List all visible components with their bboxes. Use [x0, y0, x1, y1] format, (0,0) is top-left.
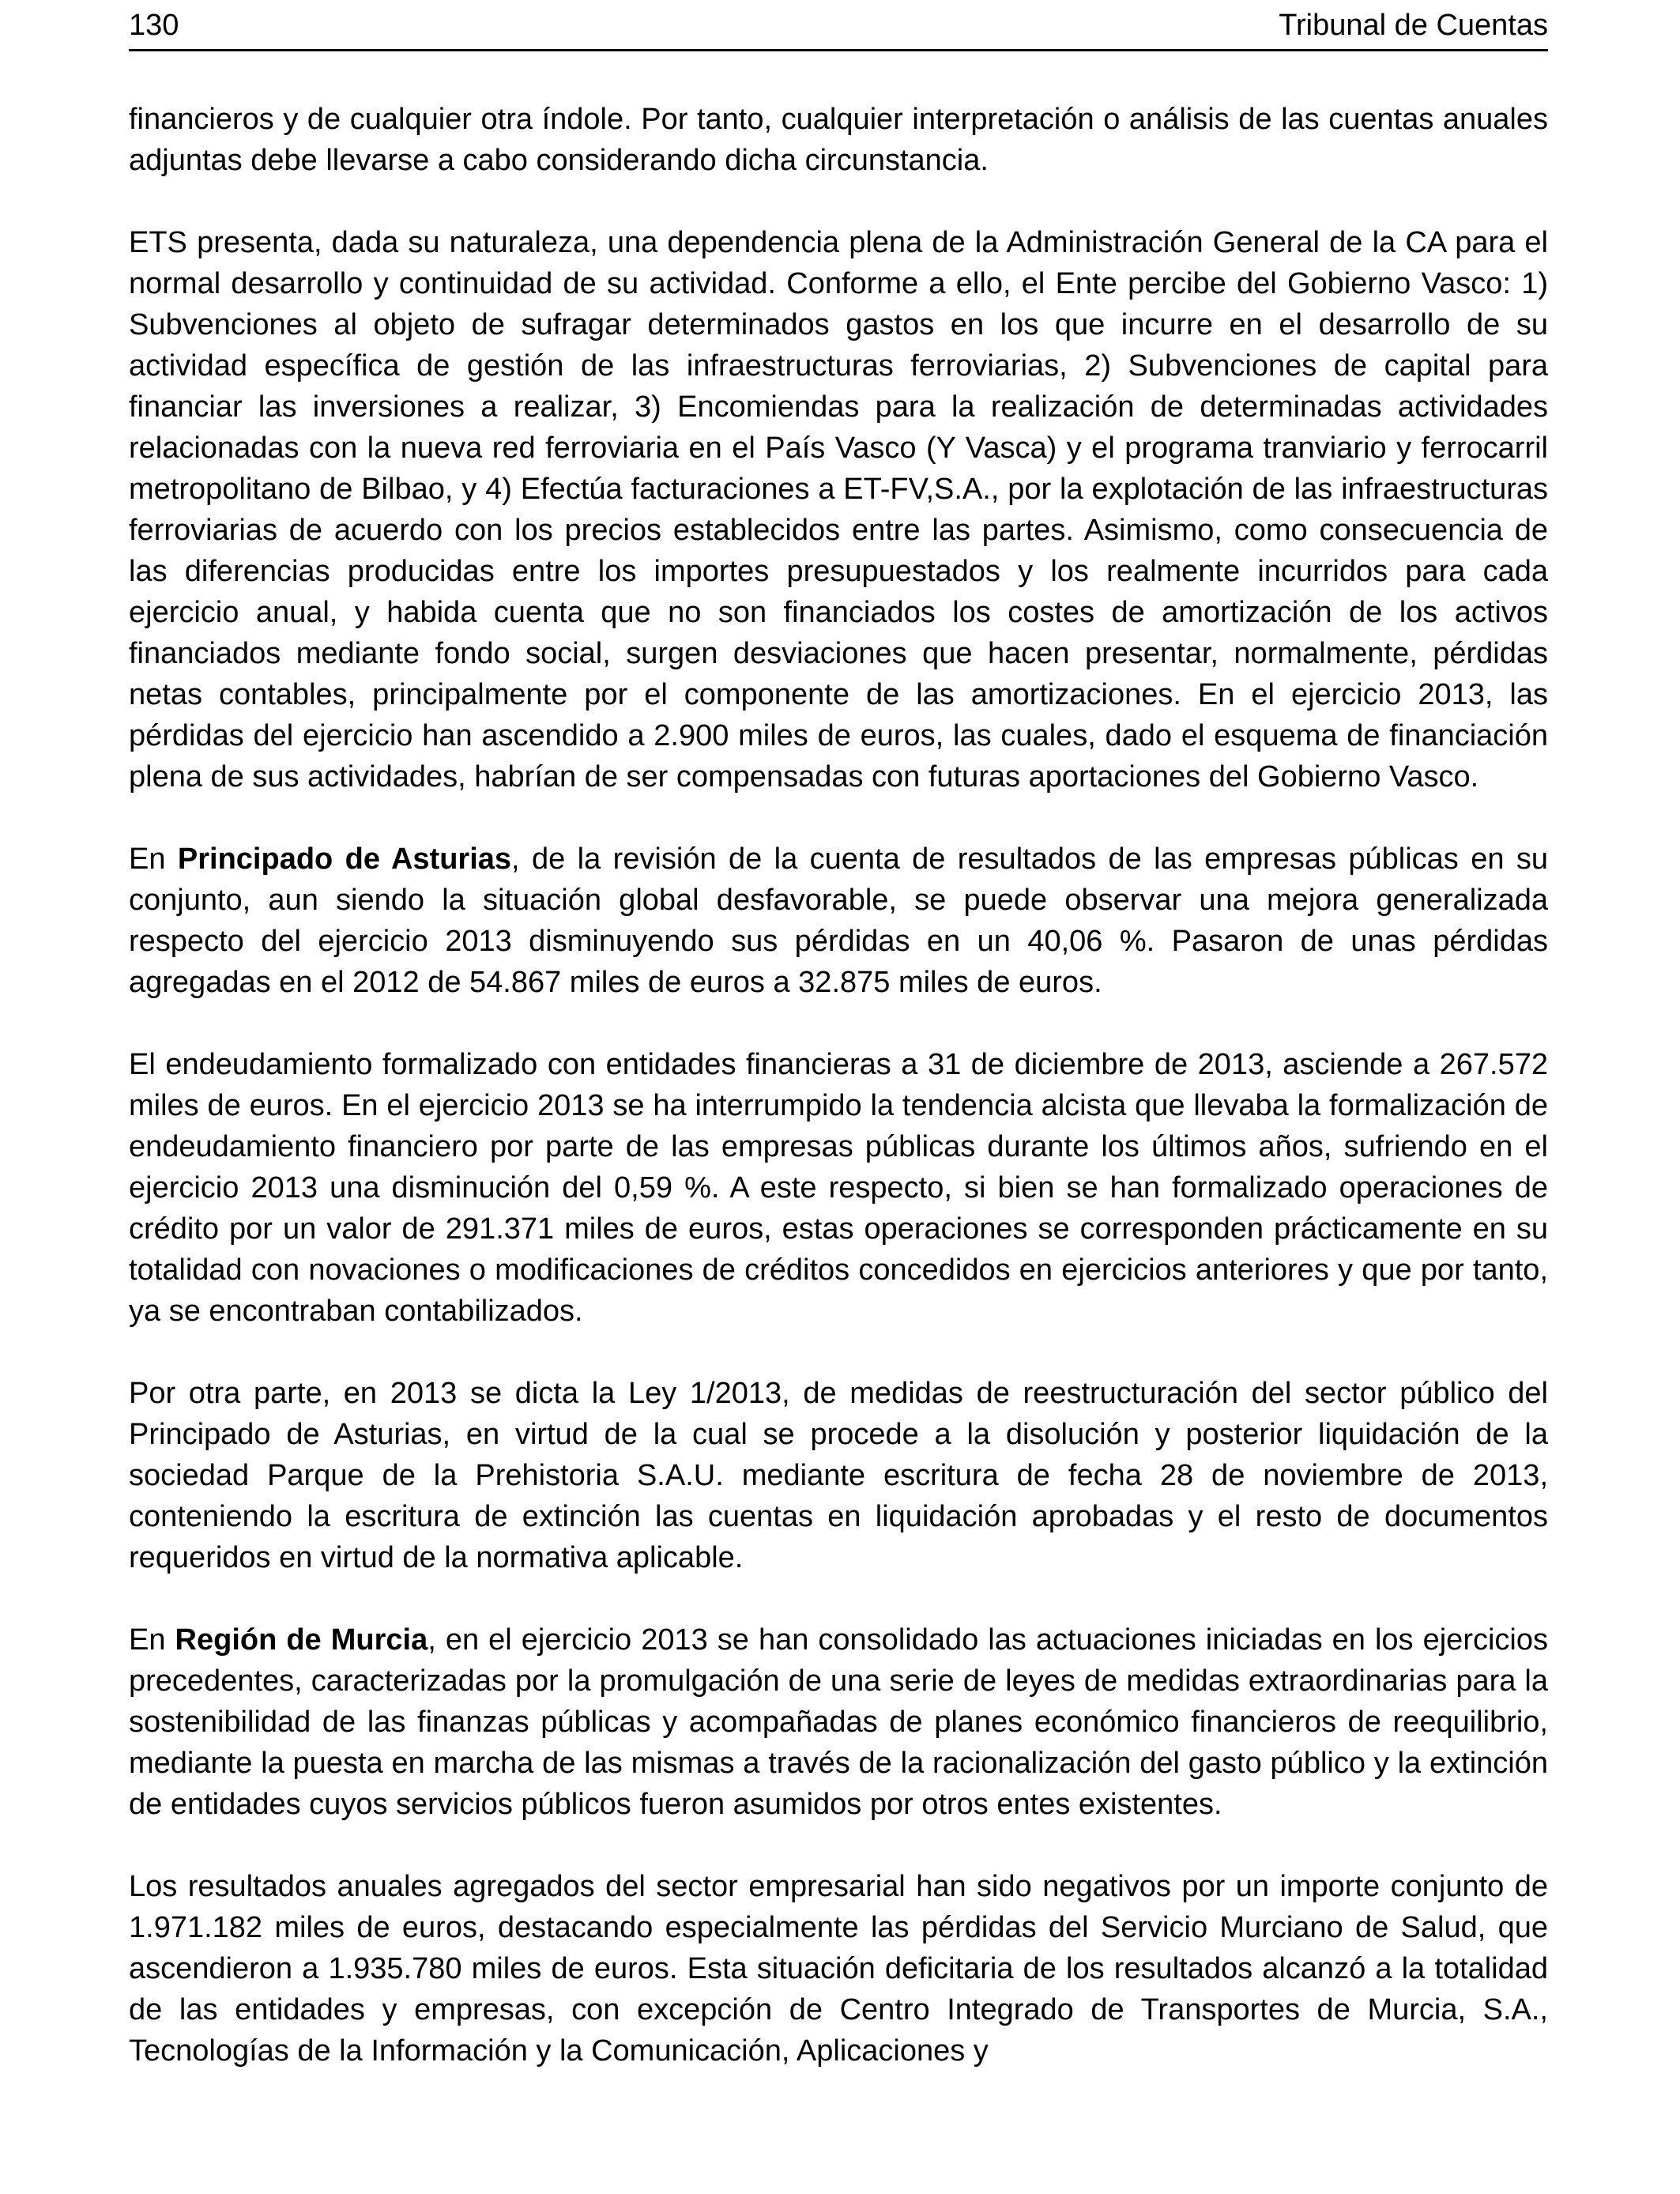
- paragraph-text: ETS presenta, dada su naturaleza, una dependencia plena de la Administración General de la CA para el normal desarrollo y continuidad de su actividad. Conforme a ello, el Ente percibe del Gobierno Vasco: 1) Subvenciones al objeto de sufragar determinados gastos en los que incurre en el desarrollo de su actividad específica de gestión de las infraestructuras ferroviarias, 2) Subvenciones de capital para financiar las inversiones a realizar, 3) Encomiendas para la realización de determinadas actividades relacionadas con la nueva red ferroviaria en el País Vasco (Y Vasca) y el programa tranviario y ferrocarril metropolitano de Bilbao, y 4) Efectúa facturaciones a ET-FV,S.A., por la explotación de las infraestructuras ferroviarias de acuerdo con los precios establecidos entre las partes. Asimismo, como consecuencia de las diferencias producidas entre los importes presupuestados y los realmente incurridos para cada ejercicio anual, y habida cuenta que no son financiados los costes de amortización de los activos financiados mediante fondo social, surgen desviaciones que hacen presentar, normalmente, pérdidas netas contables, principalmente por el componente de las amortizaciones. En el ejercicio 2013, las pérdidas del ejercicio han ascendido a 2.900 miles de euros, las cuales, dado el esquema de financiación plena de sus actividades, habrían de ser compensadas con futuras aportaciones del Gobierno Vasco.: [129, 226, 1548, 794]
- paragraph-lead: En: [129, 1623, 175, 1657]
- paragraph-ets: [129, 222, 1548, 797]
- paragraph-lead: En: [129, 843, 178, 876]
- region-name-asturias: Principado de Asturias: [177, 843, 512, 876]
- paragraph-text: , de la revisión de la cuenta de resultados de las empresas públicas en su conjunto, aun siendo la situación global desfavorable, se puede observar una mejora generalizada respecto del ejercicio 2013 disminuyendo sus pérdidas en un 40,06 %. Pasaron de unas pérdidas agregadas en el 2012 de 54.867 miles de euros a 32.875 miles de euros.: [129, 843, 1548, 999]
- paragraph-ley: [129, 1373, 1548, 1578]
- paragraph-asturias: [129, 839, 1548, 1003]
- page-number: 130: [129, 9, 179, 42]
- paragraph-text: , en el ejercicio 2013 se han consolidado las actuaciones iniciadas en los ejercicios precedentes, caracterizadas por la promulgación de una serie de leyes de medidas extraordinarias para la sostenibilidad de las finanzas públicas y acompañadas de planes económico financieros de reequilibrio, mediante la puesta en marcha de las mismas a través de la racionalización del gasto público y la extinción de entidades cuyos servicios públicos fueron asumidos por otros entes existentes.: [129, 1623, 1548, 1821]
- paragraph-text: financieros y de cualquier otra índole. Por tanto, cualquier interpretación o análisis de las cuentas anuales adjuntas debe llevarse a cabo considerando dicha circunstancia.: [129, 103, 1548, 177]
- paragraph-endeudamiento: [129, 1044, 1548, 1332]
- paragraph-text: El endeudamiento formalizado con entidades financieras a 31 de diciembre de 2013, asciende a 267.572 miles de euros. En el ejercicio 2013 se ha interrumpido la tendencia alcista que llevaba la formalización de endeudamiento financiero por parte de las empresas públicas durante los últimos años, sufriendo en el ejercicio 2013 una disminución del 0,59 %. A este respecto, si bien se han formalizado operaciones de crédito por un valor de 291.371 miles de euros, estas operaciones se corresponden prácticamente en su totalidad con novaciones o modificaciones de créditos concedidos en ejercicios anteriores y que por tanto, ya se encontraban contabilizados.: [129, 1048, 1548, 1328]
- running-title: Tribunal de Cuentas: [1279, 9, 1548, 42]
- page-header: [129, 8, 1548, 51]
- paragraph-murcia: [129, 1619, 1548, 1825]
- paragraph-resultados: [129, 1866, 1548, 2071]
- document-page: [129, 0, 1548, 2071]
- paragraph-financieros: [129, 99, 1548, 181]
- region-name-murcia: Región de Murcia: [175, 1623, 428, 1657]
- paragraph-text: Los resultados anuales agregados del sector empresarial han sido negativos por un importe conjunto de 1.971.182 miles de euros, destacando especialmente las pérdidas del Servicio Murciano de Salud, que ascendieron a 1.935.780 miles de euros. Esta situación deficitaria de los resultados alcanzó a la totalidad de las entidades y empresas, con excepción de Centro Integrado de Transportes de Murcia, S.A., Tecnologías de la Información y la Comunicación, Aplicaciones y: [129, 1870, 1548, 2068]
- paragraph-text: Por otra parte, en 2013 se dicta la Ley 1/2013, de medidas de reestructuración del sector público del Principado de Asturias, en virtud de la cual se procede a la disolución y posterior liquidación de la sociedad Parque de la Prehistoria S.A.U. mediante escritura de fecha 28 de noviembre de 2013, conteniendo la escritura de extinción las cuentas en liquidación aprobadas y el resto de documentos requeridos en virtud de la normativa aplicable.: [129, 1377, 1548, 1574]
- body-text: [129, 99, 1548, 2071]
